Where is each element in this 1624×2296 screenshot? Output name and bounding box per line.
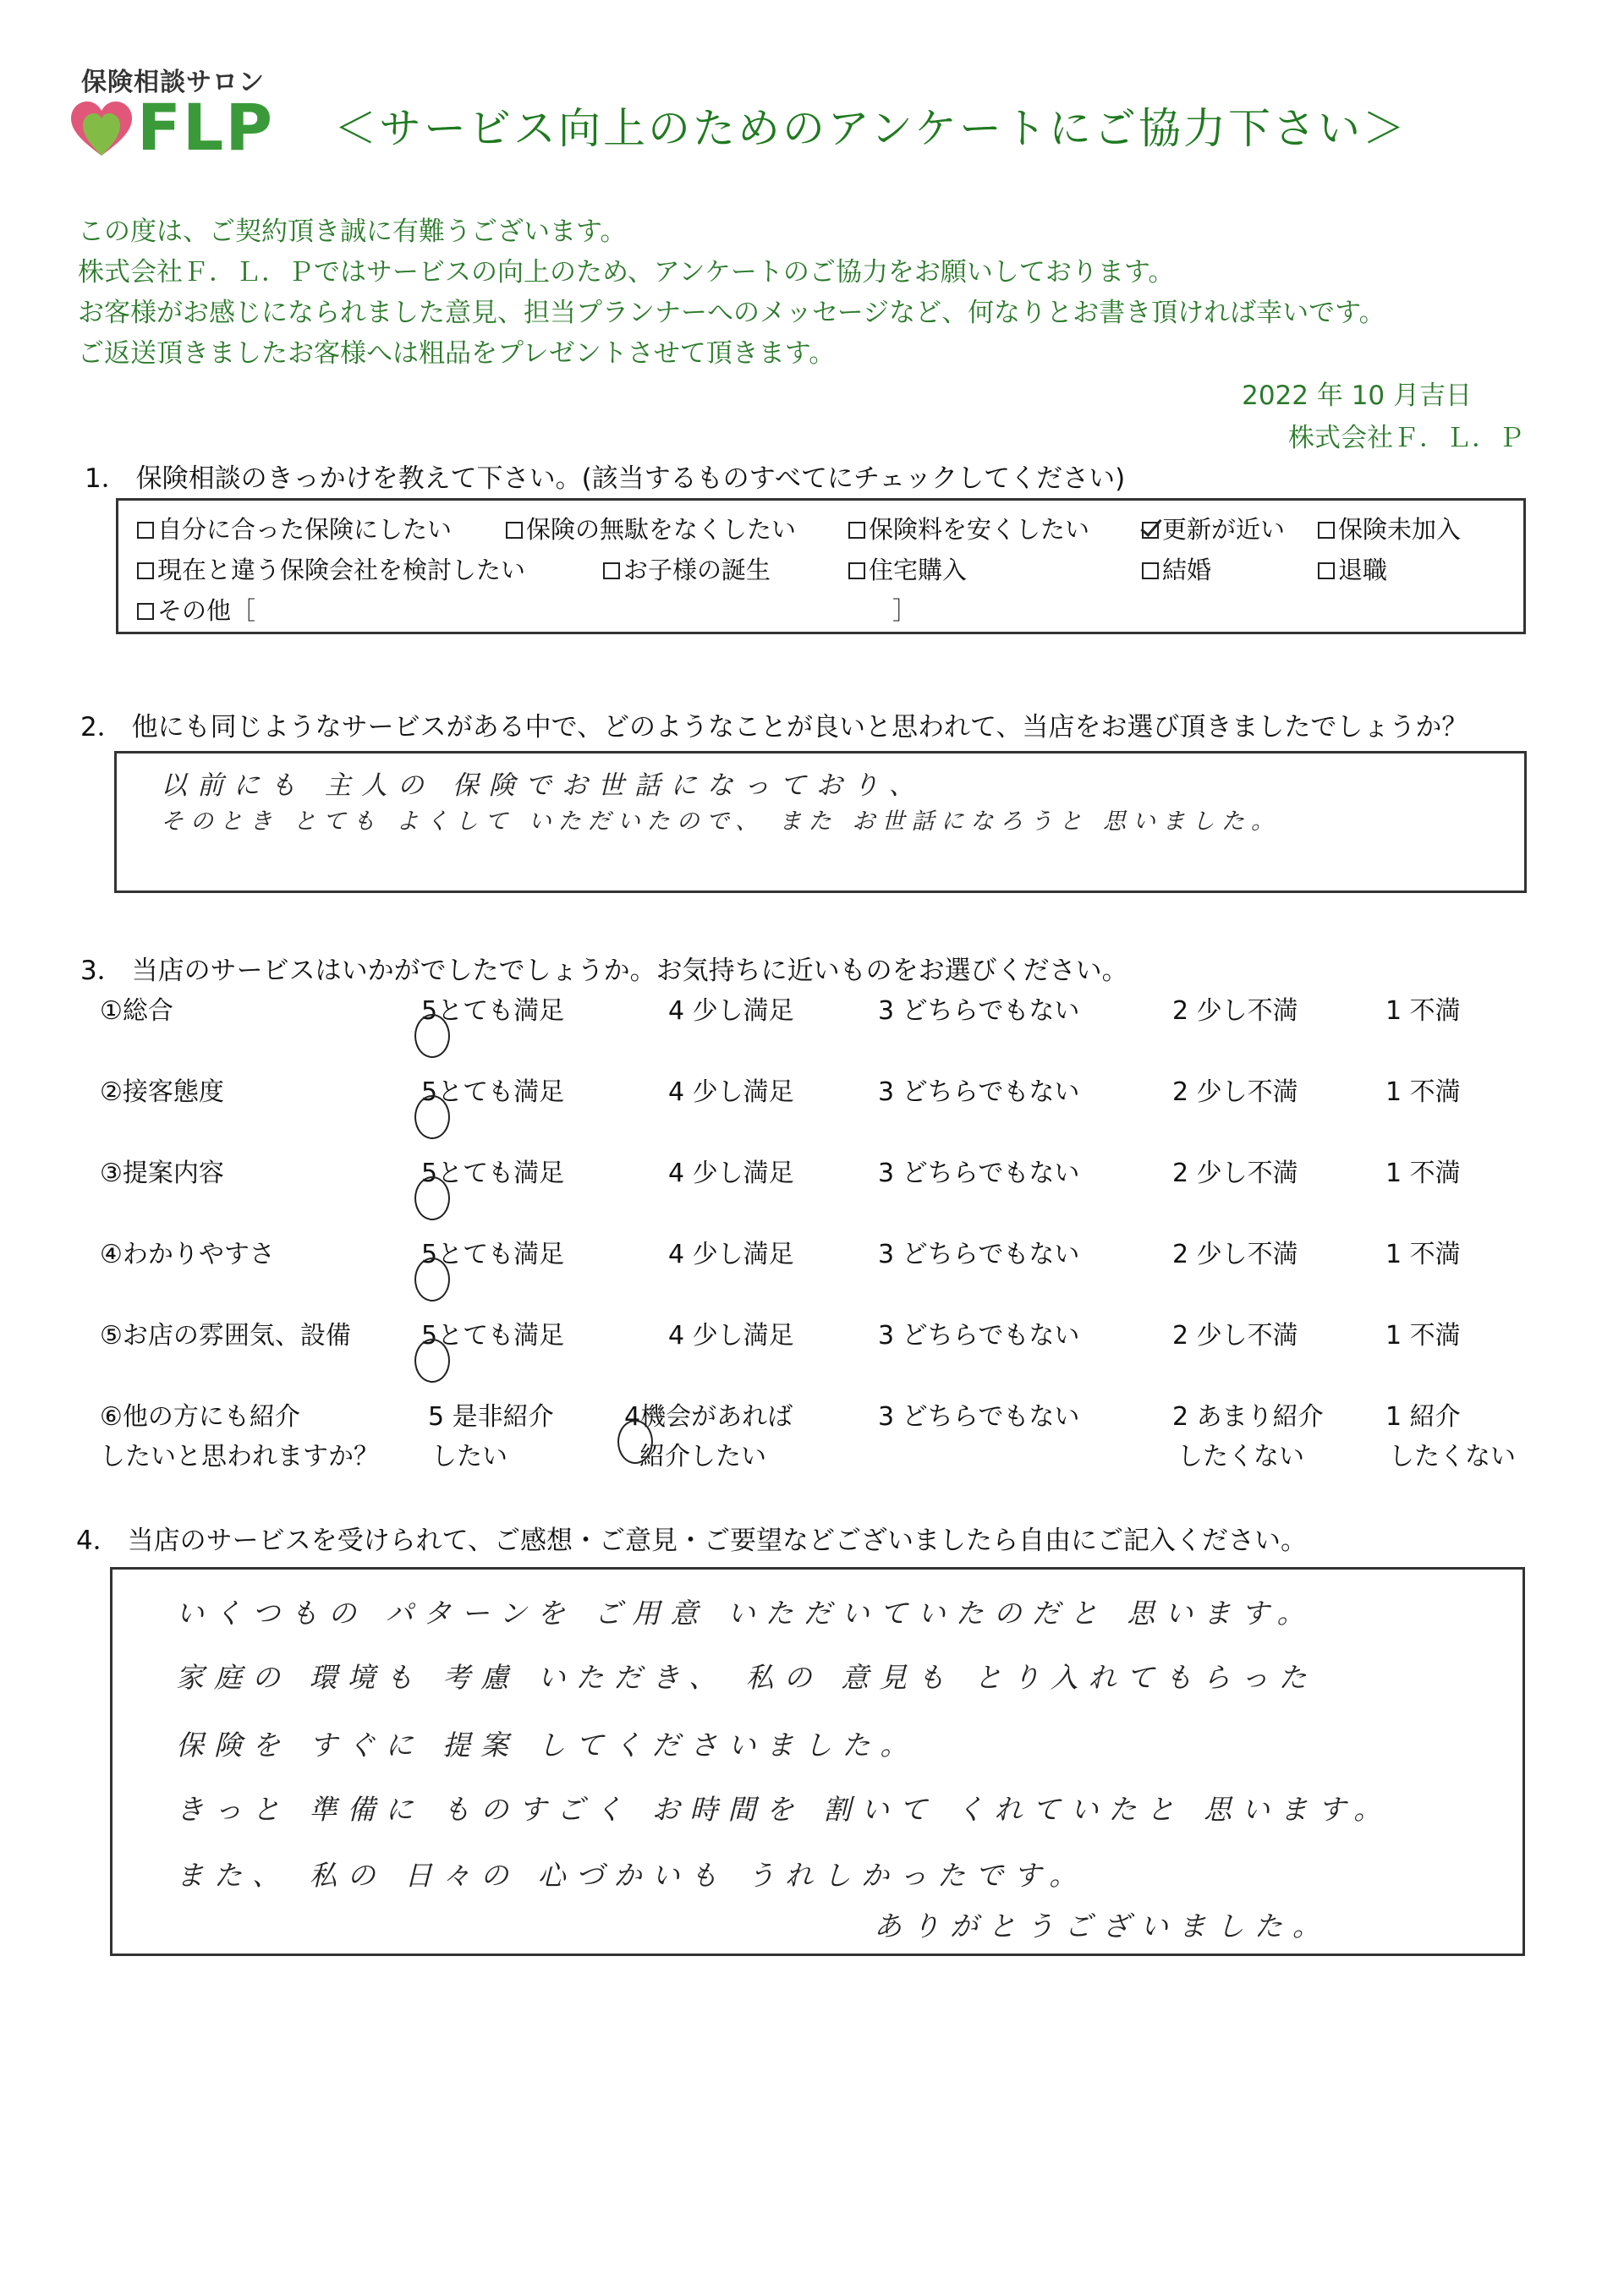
q4-title: 4． 当店のサービスを受けられて、ご感想・ご意見・ご要望などございましたら自由にご記入ください。 <box>76 1526 1307 1556</box>
rating-option[interactable]: 1 不満 <box>1385 1159 1461 1188</box>
intro-line: 株式会社Ｆ．Ｌ．Ｐではサービスの向上のため、アンケートのご協力をお願いしております。 <box>78 257 1175 288</box>
checkbox-icon[interactable] <box>506 522 523 539</box>
q1-option[interactable]: 結婚 <box>1142 551 1211 586</box>
checkbox-icon[interactable] <box>137 522 154 539</box>
rating-option[interactable]: 2 少し不満 <box>1172 1321 1298 1351</box>
rating-option[interactable]: 1 不満 <box>1385 1321 1461 1351</box>
rating-option[interactable]: 1 紹介 <box>1385 1402 1461 1432</box>
checkbox-icon[interactable] <box>848 562 865 579</box>
q1-option[interactable]: 退職 <box>1318 551 1387 586</box>
q3-row-label: したいと思われますか？ <box>100 1442 379 1471</box>
checkbox-icon[interactable] <box>603 562 620 579</box>
rating-option[interactable]: 4 少し満足 <box>668 1240 794 1269</box>
q3-row-label: ⑥他の方にも紹介 <box>100 1402 300 1432</box>
rating-option[interactable]: 5 是非紹介 <box>428 1402 554 1432</box>
rating-option-selected[interactable]: 5とても満足 <box>421 996 565 1026</box>
checkbox-icon[interactable] <box>848 522 865 539</box>
checkbox-icon[interactable] <box>1318 522 1335 539</box>
rating-option-sub: したい <box>431 1442 508 1471</box>
rating-option[interactable]: 1 不満 <box>1385 1077 1461 1107</box>
flp-logo <box>68 61 288 165</box>
rating-option-sub: 紹介したい <box>639 1442 766 1471</box>
rating-option[interactable]: 2 あまり紹介 <box>1172 1402 1324 1432</box>
q4-answer-box[interactable] <box>110 1567 1525 1956</box>
q2-title: 2． 他にも同じようなサービスがある中で、どのようなことが良いと思われて、当店をお選び頂きましたでしょうか？ <box>80 712 1468 743</box>
q1-option[interactable]: 住宅購入 <box>848 551 967 586</box>
rating-option-selected[interactable]: 5とても満足 <box>421 1321 565 1351</box>
intro-text <box>78 211 1550 374</box>
q1-option[interactable]: 保険未加入 <box>1318 511 1461 545</box>
page-title: ＜サービス向上のためのアンケートにご協力下さい＞ <box>334 104 1407 153</box>
intro-line: お客様がお感じになられました意見、担当プランナーへのメッセージなど、何なりとお書き頂ければ幸いです。 <box>78 298 1385 328</box>
rating-option[interactable]: 4 少し満足 <box>668 1077 794 1107</box>
rating-option[interactable]: 3 どちらでもない <box>878 1240 1080 1269</box>
q1-option[interactable]: 保険料を安くしたい <box>848 511 1089 545</box>
heart-logo-icon <box>68 96 135 164</box>
rating-option[interactable]: 3 どちらでもない <box>878 1402 1080 1432</box>
q1-option[interactable]: 保険の無駄をなくしたい <box>506 511 796 545</box>
q3-title: 3． 当店のサービスはいかがでしたでしょうか。お気持ちに近いものをお選びください。 <box>80 956 1128 986</box>
rating-option[interactable]: 2 少し不満 <box>1172 1240 1298 1269</box>
q1-option[interactable]: 自分に合った保険にしたい <box>137 511 452 545</box>
rating-option[interactable]: 2 少し不満 <box>1172 1077 1298 1107</box>
rating-option[interactable]: 2 少し不満 <box>1172 996 1298 1026</box>
intro-line: この度は、ご契約頂き誠に有難うございます。 <box>78 216 627 247</box>
q4-answer-line: 家庭の 環境も 考慮 いただき、 私の 意見も とり入れてもらった <box>176 1661 1317 1694</box>
q3-row-label: ⑤お店の雰囲気、設備 <box>100 1321 351 1351</box>
q2-answer-box[interactable] <box>114 751 1527 893</box>
rating-option-sub: したくない <box>1389 1442 1516 1471</box>
rating-option[interactable]: 3 どちらでもない <box>878 1159 1080 1188</box>
rating-option[interactable]: 1 不満 <box>1385 1240 1461 1269</box>
company-name: 株式会社Ｆ．Ｌ．Ｐ <box>1288 423 1524 453</box>
q3-row-label: ③提案内容 <box>100 1159 224 1188</box>
rating-option[interactable]: 2 少し不満 <box>1172 1159 1298 1188</box>
rating-option[interactable]: 4 少し満足 <box>668 996 794 1026</box>
intro-line: ご返送頂きましたお客様へは粗品をプレゼントさせて頂きます。 <box>78 338 836 369</box>
rating-option-selected[interactable]: 5とても満足 <box>421 1077 565 1107</box>
rating-option[interactable]: 4 少し満足 <box>668 1159 794 1188</box>
rating-option-selected[interactable]: 4機会があれば <box>624 1402 793 1432</box>
q1-title: 1． 保険相談のきっかけを教えて下さい。(該当するものすべてにチェックしてください) <box>85 463 1126 494</box>
rating-option[interactable]: 3 どちらでもない <box>878 1077 1080 1107</box>
rating-option[interactable]: 3 どちらでもない <box>878 996 1080 1026</box>
q4-answer-line: いくつもの パターンを ご用意 いただいていたのだと 思います。 <box>176 1597 1315 1630</box>
rating-option-selected[interactable]: 5とても満足 <box>421 1240 565 1269</box>
q1-other-bracket: ］ <box>892 596 918 625</box>
q1-option[interactable]: 現在と違う保険会社を検討したい <box>137 551 525 586</box>
logo-subtitle: 保険相談サロン <box>81 68 265 97</box>
checkbox-icon[interactable] <box>1318 562 1335 579</box>
q3-row-label: ④わかりやすさ <box>100 1240 275 1269</box>
checkbox-icon[interactable] <box>137 603 154 620</box>
q1-options-box <box>116 498 1526 634</box>
q4-answer-line: また、 私の 日々の 心づかいも うれしかったです。 <box>176 1859 1088 1892</box>
q4-answer-line: ありがとうございました。 <box>874 1910 1330 1943</box>
q1-option[interactable]: お子様の誕生 <box>603 551 771 586</box>
q4-answer-line: 保険を すぐに 提案 してくださいました。 <box>176 1729 919 1762</box>
q3-row-label: ①総合 <box>100 996 173 1026</box>
checkbox-icon[interactable] <box>1142 562 1159 579</box>
rating-option[interactable]: 1 不満 <box>1385 996 1461 1026</box>
checkbox-icon[interactable] <box>137 562 154 579</box>
rating-option[interactable]: 3 どちらでもない <box>878 1321 1080 1351</box>
rating-option[interactable]: 4 少し満足 <box>668 1321 794 1351</box>
rating-option-selected[interactable]: 5とても満足 <box>421 1159 565 1188</box>
q1-option-renewal[interactable]: 更新が近い <box>1142 511 1285 545</box>
q1-option-other[interactable]: その他［ <box>137 592 255 627</box>
checked-checkbox-icon[interactable] <box>1142 522 1159 539</box>
q4-answer-line: きっと 準備に ものすごく お時間を 割いて くれていたと 思います。 <box>176 1793 1392 1826</box>
q3-row-label: ②接客態度 <box>100 1077 224 1107</box>
q2-answer-line: そのとき とても よくして いただいたので、 また お世話になろうと 思いました。 <box>161 808 1281 835</box>
rating-option-sub: したくない <box>1177 1442 1304 1471</box>
q2-answer-line: 以前にも 主人の 保険でお世話になっており、 <box>161 770 925 801</box>
issue-date: 2022 年 10 月吉日 <box>1242 381 1472 411</box>
logo-text: FLP <box>137 90 275 165</box>
